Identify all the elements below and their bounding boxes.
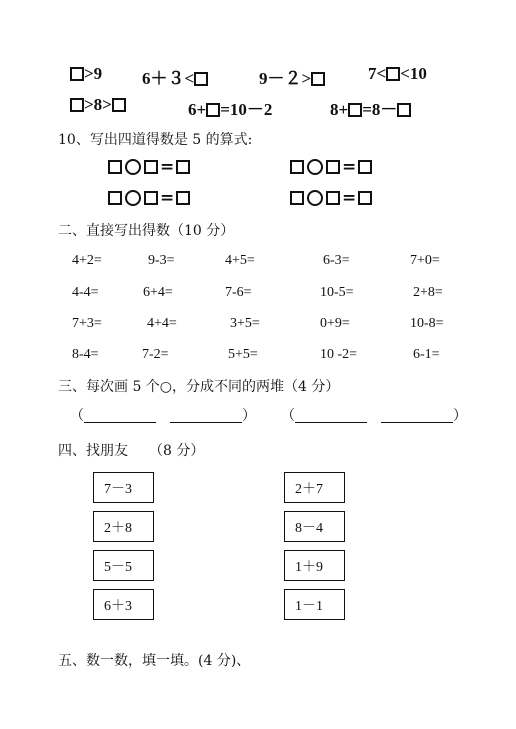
answer-box[interactable]	[108, 191, 122, 205]
friend-card-right[interactable]: 1－1	[284, 589, 345, 620]
calc-item: 7+3=	[72, 316, 102, 331]
answer-box[interactable]	[70, 98, 84, 112]
ineq-1-3: 9－２>	[259, 64, 325, 89]
answer-box[interactable]	[194, 72, 208, 86]
answer-line[interactable]	[295, 410, 367, 423]
answer-box[interactable]	[290, 191, 304, 205]
calc-item: 0+9=	[320, 316, 350, 331]
friend-card-left[interactable]: 5－5	[93, 550, 154, 581]
operator-circle[interactable]	[125, 190, 141, 206]
answer-box[interactable]	[348, 103, 362, 117]
q10-label: 10、写出四道得数是 5 的算式:	[58, 132, 253, 148]
answer-box[interactable]	[144, 160, 158, 174]
ineq-2-1: >8>	[70, 95, 126, 115]
operator-circle[interactable]	[125, 159, 141, 175]
answer-bracket-1: （ ）	[70, 408, 256, 424]
answer-box[interactable]	[386, 67, 400, 81]
section-3-title: 三、每次画 5 个○，分成不同的两堆（4 分）	[58, 379, 340, 395]
ineq-2-2: 6+ =10－2	[188, 100, 273, 119]
q10-eq-2: =	[290, 157, 372, 177]
answer-box[interactable]	[108, 160, 122, 174]
calc-item: 9-3=	[148, 253, 175, 268]
answer-box[interactable]	[112, 98, 126, 112]
ineq-1-2: 6＋３<	[142, 64, 208, 89]
calc-item: 10-8=	[410, 316, 444, 331]
calc-item: 4-4=	[72, 285, 99, 300]
calc-item: 10-5=	[320, 285, 354, 300]
calc-item: 6+4=	[143, 285, 173, 300]
section-5-title: 五、数一数，填一填。(4 分)、	[58, 653, 251, 669]
answer-box[interactable]	[397, 103, 411, 117]
q10-eq-1: =	[108, 157, 190, 177]
answer-box[interactable]	[326, 191, 340, 205]
q10-eq-4: =	[290, 188, 372, 208]
calc-item: 7-6=	[225, 285, 252, 300]
calc-item: 7+0=	[410, 253, 440, 268]
section-2-title: 二、直接写出得数（10 分）	[58, 223, 235, 239]
ineq-1-4: 7< <10	[368, 64, 427, 83]
calc-item: 3+5=	[230, 316, 260, 331]
calc-item: 7-2=	[142, 347, 169, 362]
calc-item: 6-3=	[323, 253, 350, 268]
answer-line[interactable]	[170, 410, 242, 423]
answer-box[interactable]	[206, 103, 220, 117]
ineq-1-1: >9	[70, 64, 102, 84]
calc-item: 4+4=	[147, 316, 177, 331]
friend-card-left[interactable]: 7－3	[93, 472, 154, 503]
answer-box[interactable]	[311, 72, 325, 86]
friend-card-left[interactable]: 6＋3	[93, 589, 154, 620]
q10-eq-3: =	[108, 188, 190, 208]
friend-card-right[interactable]: 2＋7	[284, 472, 345, 503]
calc-item: 8-4=	[72, 347, 99, 362]
answer-box[interactable]	[358, 191, 372, 205]
answer-box[interactable]	[70, 67, 84, 81]
calc-item: 10 -2=	[320, 347, 358, 362]
calc-item: 4+2=	[72, 253, 102, 268]
answer-box[interactable]	[358, 160, 372, 174]
calc-item: 5+5=	[228, 347, 258, 362]
answer-bracket-2: （ ）	[281, 408, 467, 424]
friend-card-right[interactable]: 8－4	[284, 511, 345, 542]
answer-box[interactable]	[290, 160, 304, 174]
answer-line[interactable]	[381, 410, 453, 423]
answer-box[interactable]	[326, 160, 340, 174]
friend-card-left[interactable]: 2＋8	[93, 511, 154, 542]
calc-item: 4+5=	[225, 253, 255, 268]
calc-item: 6-1=	[413, 347, 440, 362]
operator-circle[interactable]	[307, 159, 323, 175]
answer-line[interactable]	[84, 410, 156, 423]
answer-box[interactable]	[176, 191, 190, 205]
section-4-title: 四、找朋友 （8 分）	[58, 443, 205, 459]
ineq-2-3: 8+ =8－	[330, 95, 411, 120]
calc-item: 2+8=	[413, 285, 443, 300]
answer-box[interactable]	[176, 160, 190, 174]
operator-circle[interactable]	[307, 190, 323, 206]
friend-card-right[interactable]: 1＋9	[284, 550, 345, 581]
answer-box[interactable]	[144, 191, 158, 205]
